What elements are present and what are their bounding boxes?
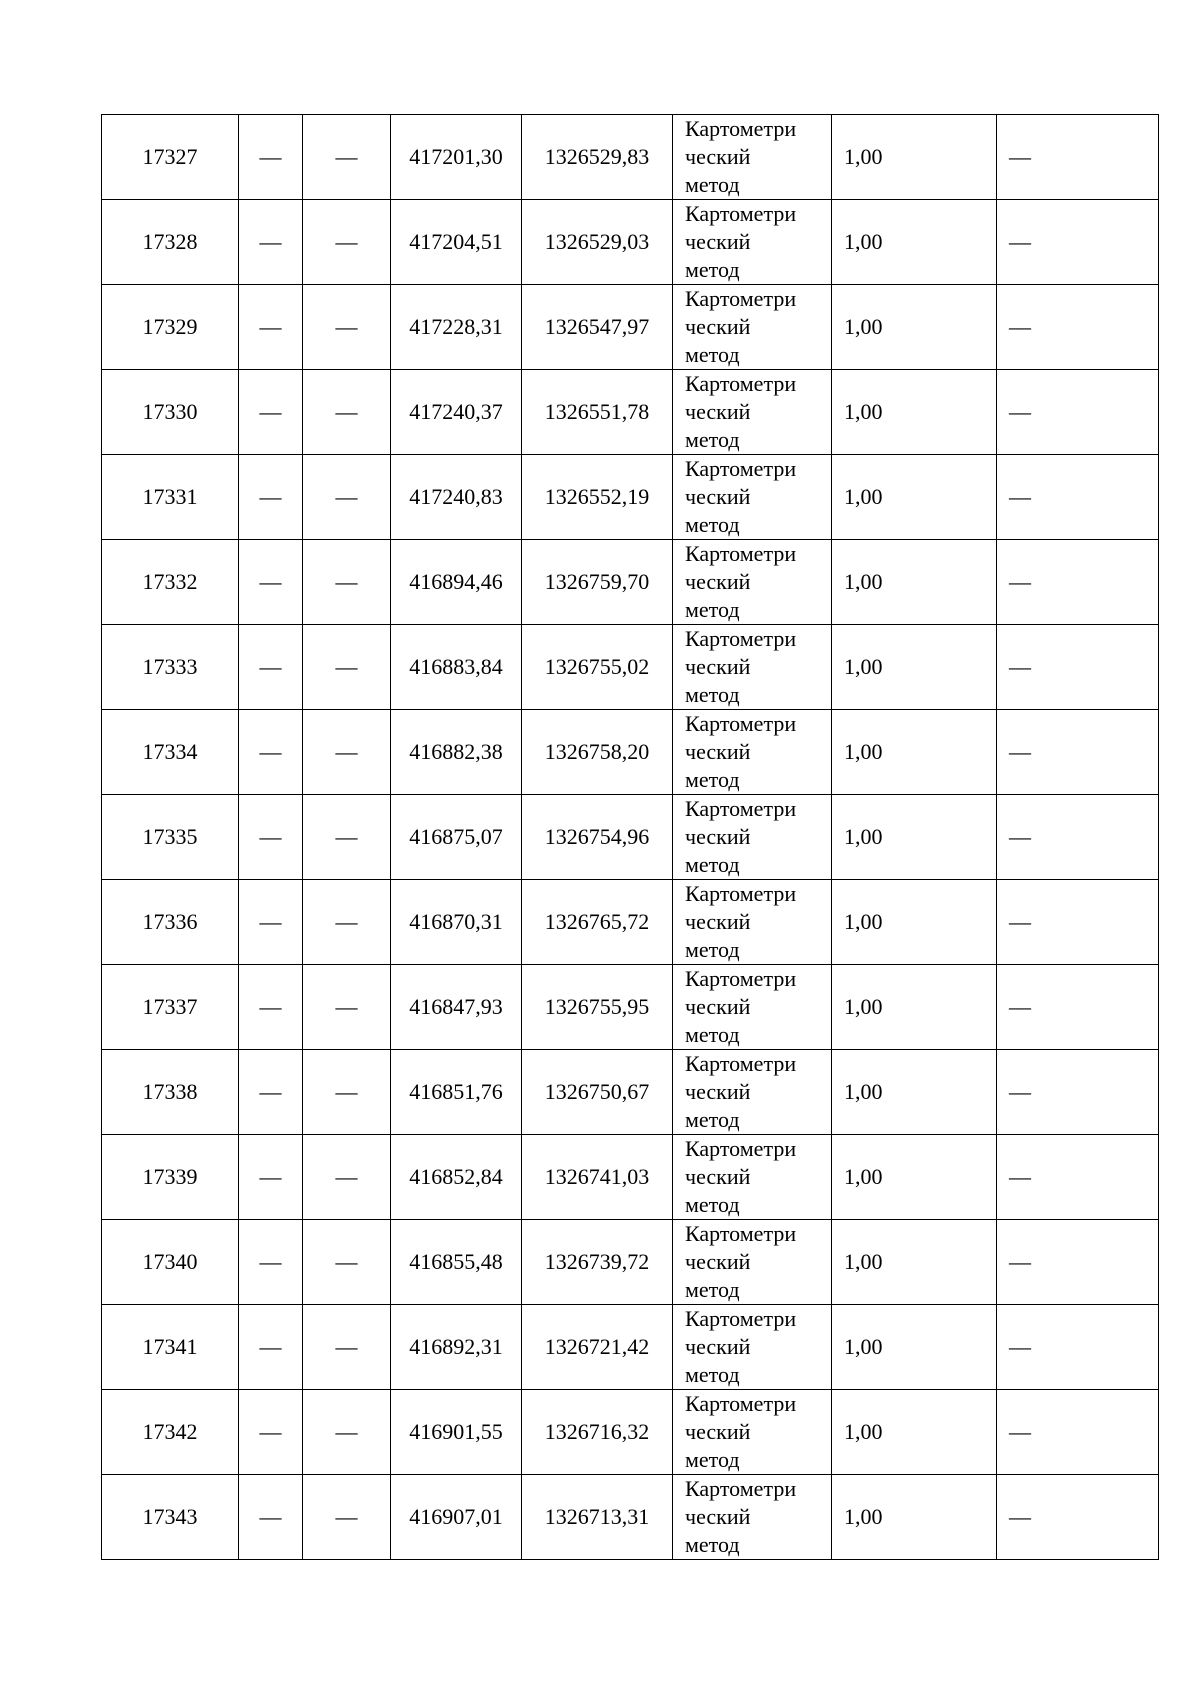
method-text-line: ческий	[685, 1079, 751, 1104]
empty-value-cell: —	[239, 880, 303, 965]
empty-value-cell: —	[997, 880, 1159, 965]
accuracy-cell: 1,00	[832, 1390, 997, 1475]
method-cell	[673, 880, 832, 965]
method-cell	[673, 1220, 832, 1305]
method-cell	[673, 710, 832, 795]
coordinates-table	[101, 114, 1159, 1560]
method-text-line: метод	[685, 1192, 740, 1217]
method-text-line: Картометри	[685, 116, 797, 141]
method-text-line: ческий	[685, 1504, 751, 1529]
empty-value-cell: —	[997, 370, 1159, 455]
method-text-line: Картометри	[685, 201, 797, 226]
point-number-cell: 17331	[102, 455, 239, 540]
empty-value-cell: —	[239, 1475, 303, 1560]
point-number-cell: 17327	[102, 115, 239, 200]
y-coordinate-cell: 1326739,72	[522, 1220, 673, 1305]
method-text-line: метод	[685, 852, 740, 877]
point-number-cell: 17330	[102, 370, 239, 455]
accuracy-cell: 1,00	[832, 455, 997, 540]
empty-value-cell: —	[303, 710, 391, 795]
table-row	[102, 1135, 1159, 1220]
method-cell	[673, 1475, 832, 1560]
method-text-line: метод	[685, 767, 740, 792]
table-row	[102, 1050, 1159, 1135]
method-text-line: ческий	[685, 1164, 751, 1189]
method-text-line: Картометри	[685, 966, 797, 991]
empty-value-cell: —	[239, 1050, 303, 1135]
method-text-line: метод	[685, 1277, 740, 1302]
empty-value-cell: —	[303, 965, 391, 1050]
y-coordinate-cell: 1326551,78	[522, 370, 673, 455]
method-text-line: ческий	[685, 739, 751, 764]
method-text-line: Картометри	[685, 796, 797, 821]
y-coordinate-cell: 1326547,97	[522, 285, 673, 370]
point-number-cell: 17341	[102, 1305, 239, 1390]
method-text-line: Картометри	[685, 626, 797, 651]
empty-value-cell: —	[239, 370, 303, 455]
method-text-line: ческий	[685, 229, 751, 254]
empty-value-cell: —	[997, 965, 1159, 1050]
method-text-line: Картометри	[685, 1136, 797, 1161]
y-coordinate-cell: 1326716,32	[522, 1390, 673, 1475]
x-coordinate-cell: 417240,37	[391, 370, 522, 455]
method-text-line: метод	[685, 342, 740, 367]
point-number-cell: 17333	[102, 625, 239, 710]
empty-value-cell: —	[997, 1305, 1159, 1390]
point-number-cell: 17338	[102, 1050, 239, 1135]
accuracy-cell: 1,00	[832, 285, 997, 370]
method-text-line: Картометри	[685, 371, 797, 396]
empty-value-cell: —	[303, 880, 391, 965]
method-text-line: ческий	[685, 1249, 751, 1274]
table-row	[102, 200, 1159, 285]
empty-value-cell: —	[239, 455, 303, 540]
point-number-cell: 17329	[102, 285, 239, 370]
method-text-line: Картометри	[685, 286, 797, 311]
table-row	[102, 540, 1159, 625]
y-coordinate-cell: 1326552,19	[522, 455, 673, 540]
empty-value-cell: —	[997, 455, 1159, 540]
x-coordinate-cell: 417240,83	[391, 455, 522, 540]
empty-value-cell: —	[997, 795, 1159, 880]
method-cell	[673, 965, 832, 1050]
y-coordinate-cell: 1326755,95	[522, 965, 673, 1050]
point-number-cell: 17342	[102, 1390, 239, 1475]
accuracy-cell: 1,00	[832, 795, 997, 880]
method-text-line: метод	[685, 257, 740, 282]
method-cell	[673, 370, 832, 455]
table-row	[102, 880, 1159, 965]
method-text-line: ческий	[685, 909, 751, 934]
method-cell	[673, 455, 832, 540]
table-row	[102, 1305, 1159, 1390]
empty-value-cell: —	[997, 200, 1159, 285]
point-number-cell: 17328	[102, 200, 239, 285]
method-text-line: ческий	[685, 569, 751, 594]
method-text-line: Картометри	[685, 711, 797, 736]
x-coordinate-cell: 416847,93	[391, 965, 522, 1050]
method-text-line: ческий	[685, 994, 751, 1019]
method-cell	[673, 1390, 832, 1475]
accuracy-cell: 1,00	[832, 880, 997, 965]
method-text-line: Картометри	[685, 1391, 797, 1416]
x-coordinate-cell: 416883,84	[391, 625, 522, 710]
method-text-line: ческий	[685, 144, 751, 169]
empty-value-cell: —	[239, 710, 303, 795]
method-text-line: метод	[685, 1532, 740, 1557]
method-cell	[673, 1135, 832, 1220]
method-text-line: метод	[685, 1107, 740, 1132]
y-coordinate-cell: 1326754,96	[522, 795, 673, 880]
x-coordinate-cell: 417228,31	[391, 285, 522, 370]
method-text-line: метод	[685, 597, 740, 622]
y-coordinate-cell: 1326765,72	[522, 880, 673, 965]
x-coordinate-cell: 416855,48	[391, 1220, 522, 1305]
method-cell	[673, 540, 832, 625]
table-row	[102, 1220, 1159, 1305]
x-coordinate-cell: 416851,76	[391, 1050, 522, 1135]
method-text-line: метод	[685, 1447, 740, 1472]
x-coordinate-cell: 416894,46	[391, 540, 522, 625]
accuracy-cell: 1,00	[832, 370, 997, 455]
accuracy-cell: 1,00	[832, 1475, 997, 1560]
method-text-line: ческий	[685, 1334, 751, 1359]
method-text-line: Картометри	[685, 1306, 797, 1331]
y-coordinate-cell: 1326529,03	[522, 200, 673, 285]
empty-value-cell: —	[303, 370, 391, 455]
empty-value-cell: —	[239, 1305, 303, 1390]
method-cell	[673, 625, 832, 710]
method-text-line: ческий	[685, 824, 751, 849]
empty-value-cell: —	[239, 625, 303, 710]
y-coordinate-cell: 1326529,83	[522, 115, 673, 200]
empty-value-cell: —	[239, 795, 303, 880]
table-row	[102, 370, 1159, 455]
point-number-cell: 17343	[102, 1475, 239, 1560]
y-coordinate-cell: 1326755,02	[522, 625, 673, 710]
empty-value-cell: —	[303, 115, 391, 200]
empty-value-cell: —	[239, 285, 303, 370]
point-number-cell: 17336	[102, 880, 239, 965]
method-text-line: ческий	[685, 654, 751, 679]
method-text-line: ческий	[685, 484, 751, 509]
empty-value-cell: —	[239, 1135, 303, 1220]
point-number-cell: 17335	[102, 795, 239, 880]
empty-value-cell: —	[303, 200, 391, 285]
empty-value-cell: —	[303, 1390, 391, 1475]
table-row	[102, 115, 1159, 200]
empty-value-cell: —	[303, 625, 391, 710]
empty-value-cell: —	[303, 540, 391, 625]
method-text-line: метод	[685, 512, 740, 537]
method-cell	[673, 795, 832, 880]
y-coordinate-cell: 1326713,31	[522, 1475, 673, 1560]
empty-value-cell: —	[239, 965, 303, 1050]
accuracy-cell: 1,00	[832, 115, 997, 200]
method-text-line: Картометри	[685, 1221, 797, 1246]
method-text-line: метод	[685, 682, 740, 707]
x-coordinate-cell: 416907,01	[391, 1475, 522, 1560]
empty-value-cell: —	[997, 285, 1159, 370]
x-coordinate-cell: 416852,84	[391, 1135, 522, 1220]
method-cell	[673, 1050, 832, 1135]
method-text-line: Картометри	[685, 541, 797, 566]
empty-value-cell: —	[239, 1390, 303, 1475]
accuracy-cell: 1,00	[832, 540, 997, 625]
accuracy-cell: 1,00	[832, 200, 997, 285]
method-text-line: ческий	[685, 399, 751, 424]
empty-value-cell: —	[997, 710, 1159, 795]
x-coordinate-cell: 417201,30	[391, 115, 522, 200]
method-text-line: метод	[685, 427, 740, 452]
method-cell	[673, 115, 832, 200]
table-body	[102, 115, 1159, 1560]
method-text-line: Картометри	[685, 1051, 797, 1076]
empty-value-cell: —	[239, 1220, 303, 1305]
empty-value-cell: —	[997, 1220, 1159, 1305]
empty-value-cell: —	[997, 115, 1159, 200]
accuracy-cell: 1,00	[832, 1220, 997, 1305]
method-text-line: метод	[685, 172, 740, 197]
table-row	[102, 795, 1159, 880]
table-row	[102, 710, 1159, 795]
empty-value-cell: —	[997, 625, 1159, 710]
y-coordinate-cell: 1326750,67	[522, 1050, 673, 1135]
method-text-line: метод	[685, 1022, 740, 1047]
point-number-cell: 17334	[102, 710, 239, 795]
table-row	[102, 285, 1159, 370]
table-row	[102, 1475, 1159, 1560]
method-text-line: Картометри	[685, 1476, 797, 1501]
point-number-cell: 17337	[102, 965, 239, 1050]
empty-value-cell: —	[303, 1305, 391, 1390]
accuracy-cell: 1,00	[832, 625, 997, 710]
empty-value-cell: —	[303, 1050, 391, 1135]
table-row	[102, 625, 1159, 710]
y-coordinate-cell: 1326721,42	[522, 1305, 673, 1390]
accuracy-cell: 1,00	[832, 1135, 997, 1220]
empty-value-cell: —	[997, 1475, 1159, 1560]
empty-value-cell: —	[303, 455, 391, 540]
point-number-cell: 17332	[102, 540, 239, 625]
accuracy-cell: 1,00	[832, 710, 997, 795]
method-text-line: метод	[685, 937, 740, 962]
x-coordinate-cell: 416901,55	[391, 1390, 522, 1475]
method-cell	[673, 200, 832, 285]
empty-value-cell: —	[303, 285, 391, 370]
empty-value-cell: —	[239, 200, 303, 285]
empty-value-cell: —	[997, 1135, 1159, 1220]
method-cell	[673, 285, 832, 370]
method-cell	[673, 1305, 832, 1390]
empty-value-cell: —	[239, 115, 303, 200]
method-text-line: ческий	[685, 1419, 751, 1444]
table-row	[102, 455, 1159, 540]
empty-value-cell: —	[997, 1390, 1159, 1475]
x-coordinate-cell: 416875,07	[391, 795, 522, 880]
empty-value-cell: —	[303, 1135, 391, 1220]
empty-value-cell: —	[239, 540, 303, 625]
method-text-line: метод	[685, 1362, 740, 1387]
method-text-line: Картометри	[685, 456, 797, 481]
empty-value-cell: —	[303, 1475, 391, 1560]
y-coordinate-cell: 1326741,03	[522, 1135, 673, 1220]
x-coordinate-cell: 416892,31	[391, 1305, 522, 1390]
accuracy-cell: 1,00	[832, 1305, 997, 1390]
empty-value-cell: —	[303, 1220, 391, 1305]
empty-value-cell: —	[997, 1050, 1159, 1135]
point-number-cell: 17340	[102, 1220, 239, 1305]
table-row	[102, 1390, 1159, 1475]
empty-value-cell: —	[997, 540, 1159, 625]
x-coordinate-cell: 417204,51	[391, 200, 522, 285]
y-coordinate-cell: 1326758,20	[522, 710, 673, 795]
y-coordinate-cell: 1326759,70	[522, 540, 673, 625]
empty-value-cell: —	[303, 795, 391, 880]
accuracy-cell: 1,00	[832, 965, 997, 1050]
x-coordinate-cell: 416870,31	[391, 880, 522, 965]
point-number-cell: 17339	[102, 1135, 239, 1220]
method-text-line: ческий	[685, 314, 751, 339]
x-coordinate-cell: 416882,38	[391, 710, 522, 795]
method-text-line: Картометри	[685, 881, 797, 906]
table-row	[102, 965, 1159, 1050]
accuracy-cell: 1,00	[832, 1050, 997, 1135]
